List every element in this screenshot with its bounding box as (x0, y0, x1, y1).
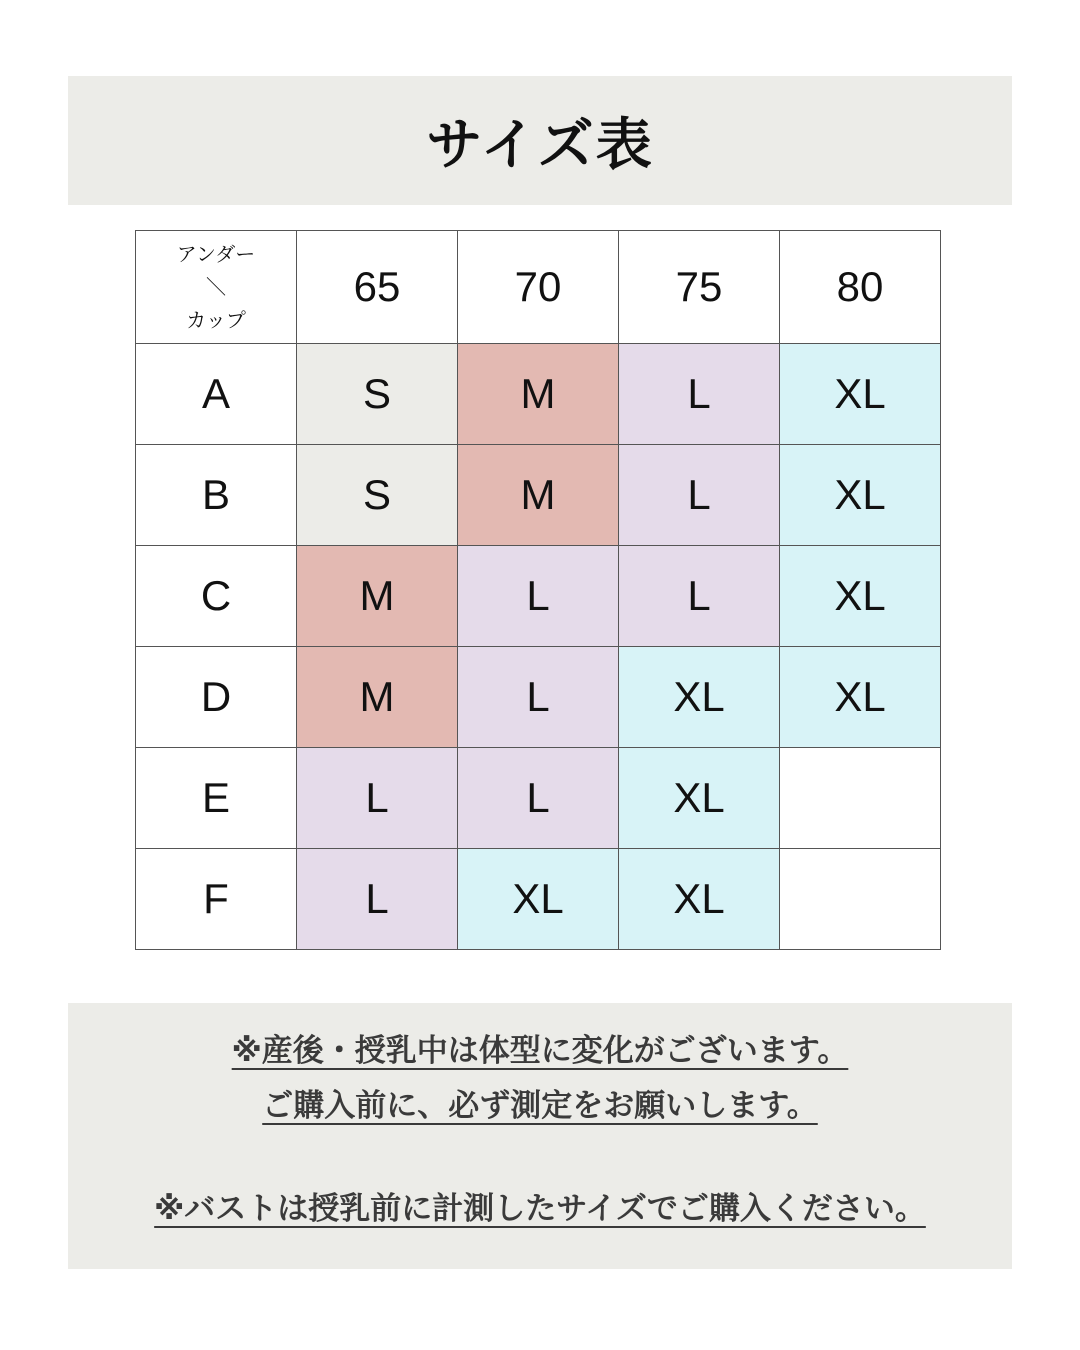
measure-note: ご購入前に、必ず測定をお願いします。 (262, 1088, 818, 1124)
size-cell: XL (458, 849, 619, 950)
size-cell: L (619, 445, 780, 546)
size-cell (780, 748, 941, 849)
size-cell (780, 849, 941, 950)
size-cell: S (297, 344, 458, 445)
cup-header-cell: F (136, 849, 297, 950)
cup-header-cell: A (136, 344, 297, 445)
note-line (68, 1080, 1012, 1125)
table-row (136, 344, 941, 445)
size-cell: XL (780, 344, 941, 445)
table-header-row (136, 231, 941, 344)
size-cell: L (619, 546, 780, 647)
size-cell: XL (780, 546, 941, 647)
size-cell: XL (619, 647, 780, 748)
size-cell: XL (780, 445, 941, 546)
cup-header-cell: C (136, 546, 297, 647)
table-row (136, 445, 941, 546)
underbust-label: アンダー (176, 241, 256, 266)
table-row (136, 546, 941, 647)
cup-label: カップ (186, 307, 246, 332)
table-row (136, 647, 941, 748)
size-cell: L (458, 748, 619, 849)
underbust-header-cell: 75 (619, 231, 780, 344)
cup-header-cell: D (136, 647, 297, 748)
size-cell: L (458, 546, 619, 647)
size-cell: L (458, 647, 619, 748)
underbust-header-cell: 65 (297, 231, 458, 344)
underbust-header-cell: 80 (780, 231, 941, 344)
size-cell: L (297, 849, 458, 950)
postpartum-note: ※産後・授乳中は体型に変化がございます。 (231, 1033, 849, 1069)
title-banner (68, 76, 1012, 205)
size-cell: M (458, 445, 619, 546)
size-cell: M (297, 647, 458, 748)
table-row (136, 748, 941, 849)
underbust-header-cell: 70 (458, 231, 619, 344)
note-line (68, 1183, 1012, 1228)
size-cell: S (297, 445, 458, 546)
bust-note: ※バストは授乳前に計測したサイズでご購入ください。 (154, 1191, 926, 1227)
corner-header-cell (136, 231, 297, 344)
page-title: サイズ表 (426, 112, 654, 178)
note-line (68, 1025, 1012, 1070)
size-cell: L (297, 748, 458, 849)
size-cell: L (619, 344, 780, 445)
notes-panel (68, 1003, 1012, 1269)
size-cell: XL (619, 748, 780, 849)
table-row (136, 849, 941, 950)
size-cell: M (458, 344, 619, 445)
size-cell: M (297, 546, 458, 647)
cup-header-cell: E (136, 748, 297, 849)
cup-header-cell: B (136, 445, 297, 546)
size-chart-table (135, 230, 941, 950)
size-cell: XL (780, 647, 941, 748)
size-cell: XL (619, 849, 780, 950)
diagonal-divider: ＼ (206, 274, 226, 299)
